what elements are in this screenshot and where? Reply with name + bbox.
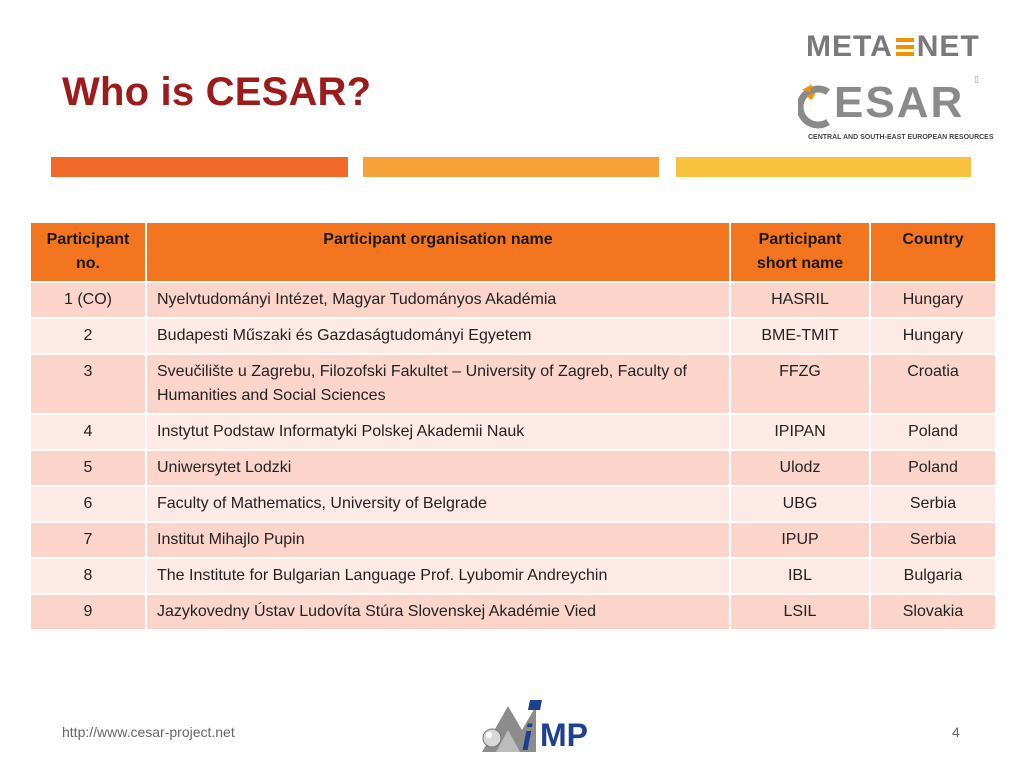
footer-url[interactable]: http://www.cesar-project.net (62, 724, 235, 740)
table-row (30, 282, 996, 318)
cell-country: Poland (870, 450, 996, 486)
cell-short: LSIL (730, 594, 870, 630)
decorative-stripes (51, 157, 971, 177)
table-row (30, 486, 996, 522)
cell-name: The Institute for Bulgarian Language Prof. Lyubomir Andreychin (146, 558, 730, 594)
cell-name: Nyelvtudományi Intézet, Magyar Tudományos Akadémia (146, 282, 730, 318)
cell-name: Budapesti Műszaki és Gazdaságtudományi Egyetem (146, 318, 730, 354)
cell-no: 7 (30, 522, 146, 558)
imp-logo (478, 694, 624, 754)
table-row (30, 354, 996, 414)
cell-country: Serbia (870, 522, 996, 558)
cell-no: 5 (30, 450, 146, 486)
cell-short: UBG (730, 486, 870, 522)
cell-short: Ulodz (730, 450, 870, 486)
table-row (30, 522, 996, 558)
imp-logo-graphic-icon (478, 694, 624, 754)
cell-no: 8 (30, 558, 146, 594)
cesar-logo-subtitle: CENTRAL AND SOUTH-EAST EUROPEAN RESOURCES (808, 134, 994, 141)
logo-group (796, 30, 994, 150)
cell-short: IBL (730, 558, 870, 594)
cell-country: Croatia (870, 354, 996, 414)
header-short-name: Participant short name (730, 222, 870, 282)
cell-short: FFZG (730, 354, 870, 414)
cell-country: Bulgaria (870, 558, 996, 594)
cell-short: IPIPAN (730, 414, 870, 450)
cell-no: 3 (30, 354, 146, 414)
cell-name: Uniwersytet Lodzki (146, 450, 730, 486)
table-row (30, 594, 996, 630)
cell-no: 2 (30, 318, 146, 354)
cell-name: Faculty of Mathematics, University of Belgrade (146, 486, 730, 522)
cell-country: Slovakia (870, 594, 996, 630)
table-header-row (30, 222, 996, 282)
meta-net-logo-left: META (806, 30, 893, 63)
cell-no: 6 (30, 486, 146, 522)
stripe-amber (363, 157, 659, 177)
participants-table (29, 221, 997, 631)
header-country: Country (870, 222, 996, 282)
imp-logo-text: MP (540, 717, 588, 753)
page-title: Who is CESAR? (62, 70, 372, 114)
stripe-orange (51, 157, 348, 177)
meta-net-bars-icon (896, 38, 914, 56)
table-row (30, 558, 996, 594)
cell-country: Hungary (870, 282, 996, 318)
header-organisation-name: Participant organisation name (146, 222, 730, 282)
cell-name: Institut Mihajlo Pupin (146, 522, 730, 558)
cell-name: Jazykovedny Ústav Ludovíta Stúra Slovenskej Akadémie Vied (146, 594, 730, 630)
cell-no: 1 (CO) (30, 282, 146, 318)
table-row (30, 318, 996, 354)
cell-country: Serbia (870, 486, 996, 522)
table-row (30, 450, 996, 486)
cell-short: BME-TMIT (730, 318, 870, 354)
cell-name: Sveučilište u Zagrebu, Filozofski Fakultet – University of Zagreb, Faculty of Humanities and Social Sciences (146, 354, 730, 414)
page-number: 4 (952, 724, 960, 740)
meta-net-logo (806, 30, 980, 64)
meta-net-logo-right: NET (916, 30, 980, 63)
cell-short: IPUP (730, 522, 870, 558)
cell-name: Instytut Podstaw Informatyki Polskej Akademii Nauk (146, 414, 730, 450)
cell-no: 9 (30, 594, 146, 630)
cell-no: 4 (30, 414, 146, 450)
header-participant-no: Participant no. (30, 222, 146, 282)
cell-country: Hungary (870, 318, 996, 354)
cell-country: Poland (870, 414, 996, 450)
stripe-yellow (676, 157, 971, 177)
table-row (30, 414, 996, 450)
cesar-logo (798, 78, 994, 148)
placeholder-glyph-icon: ▯ (974, 74, 979, 84)
cell-short: HASRIL (730, 282, 870, 318)
cesar-logo-word: ESAR (834, 78, 965, 127)
imp-logo-i: i (522, 717, 533, 754)
cesar-c-arc-icon (798, 82, 838, 130)
